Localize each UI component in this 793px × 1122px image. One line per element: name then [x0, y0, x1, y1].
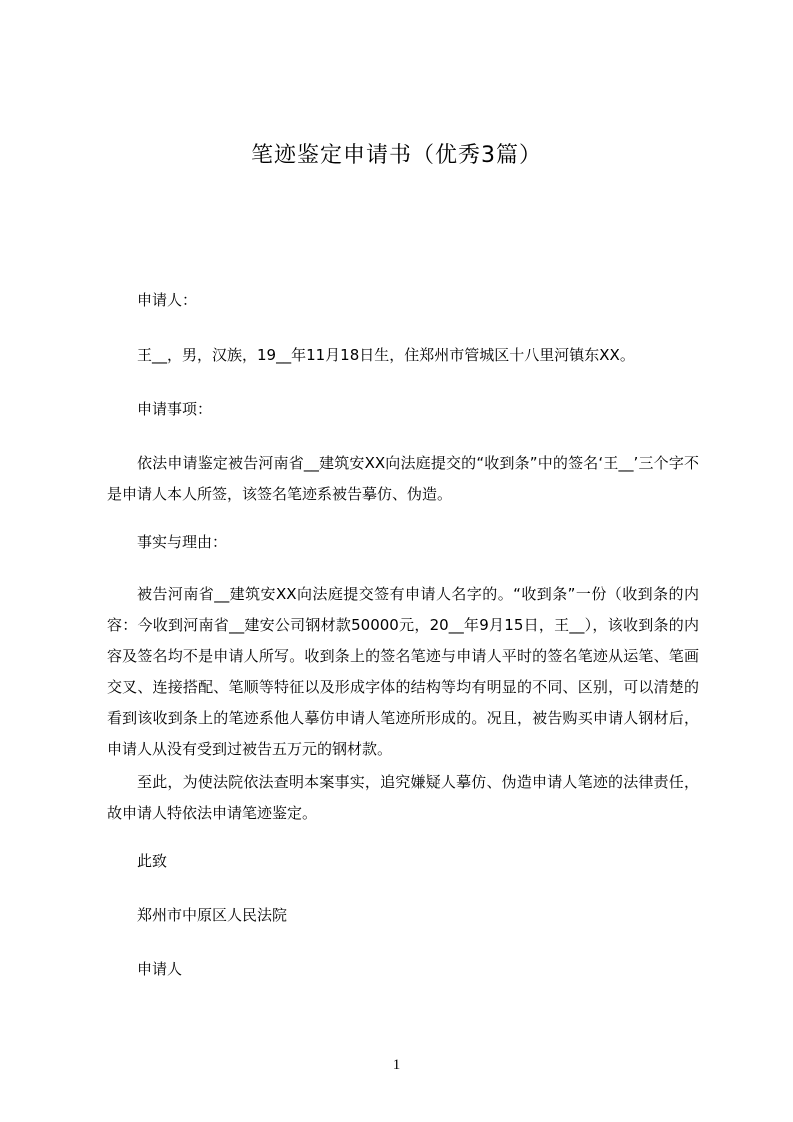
request-text: 依法申请鉴定被告河南省__建筑安XX向法庭提交的“收到条”中的签名‘王__’三个字不是申请人本人所签，该签名笔迹系被告摹仿、伪造。 [107, 454, 699, 503]
document-title: 笔迹鉴定申请书（优秀3篇） [251, 143, 542, 168]
facts-label: 事实与理由： [137, 533, 228, 551]
facts-text: 被告河南省__建筑安XX向法庭提交签有申请人名字的。“收到条”一份（收到条的内容：今收到河南省__建安公司钢材款50000元，20__年9月15日，王__），该收到条的内容及签名均不是申请人所写。收到条上的签名笔迹与申请人平时的签名笔迹从运笔、笔画交叉、连接搭配、笔顺等特征以及形成字体的结构等均有明显的不同、区别，可以清楚的看到该收到条上的笔迹系他人摹仿申请人笔迹所形成的。况且，被告购买申请人钢材后，申请人从没有受到过被告五万元的钢材款。 [107, 585, 699, 758]
salutation: 此致 [137, 852, 168, 870]
signature-label: 申请人 [137, 960, 183, 978]
request-label: 申请事项： [137, 400, 213, 418]
court-name: 郑州市中原区人民法院 [137, 906, 288, 924]
applicant-info: 王__，男，汉族，19__年11月18日生，住郑州市管城区十八里河镇东XX。 [137, 346, 635, 364]
conclusion-text: 至此，为使法院依法查明本案事实，追究嫌疑人摹仿、伪造申请人笔迹的法律责任，故申请人特依法申请笔迹鉴定。 [107, 773, 699, 822]
applicant-label: 申请人： [137, 291, 198, 309]
page-number: 1 [392, 1057, 401, 1073]
